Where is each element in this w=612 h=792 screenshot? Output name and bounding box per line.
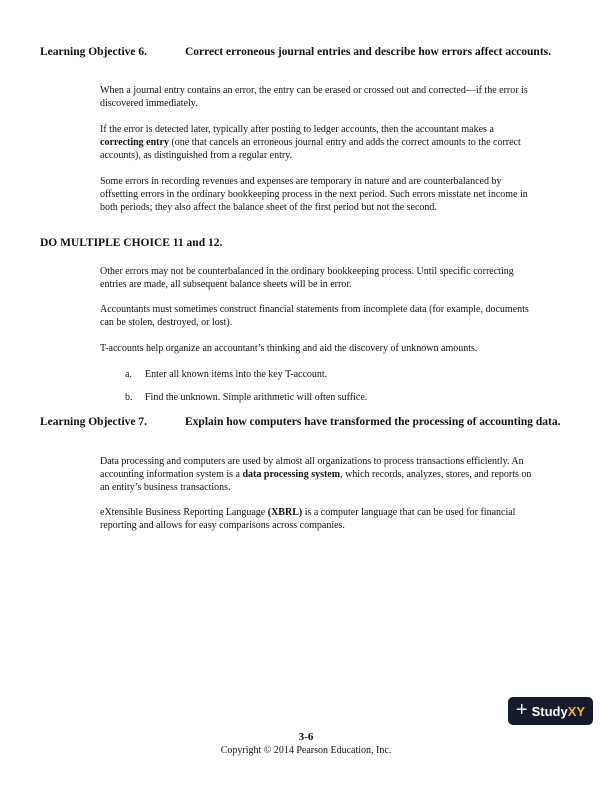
paragraph: When a journal entry contains an error, the entry can be erased or crossed out and corrected—if the error is discovered immediately. [100,85,528,109]
paragraph: If the error is detected later, typically after posting to ledger accounts, then the accountant makes a correcting entry (one that cancels an erroneous journal entry and adds the correct amounts to the correct accounts), as distinguished from a regular entry. [100,124,521,161]
brand-name: StudyXY [531,703,586,719]
objective-title: Explain how computers have transformed the processing of accounting data. [185,416,561,428]
objective-label: Learning Objective 7. [40,416,147,428]
objective-title: Correct erroneous journal entries and describe how errors affect accounts. [185,46,552,58]
paragraph: Other errors may not be counterbalanced in the ordinary bookkeeping process. Until specific correcting entries are made, all subsequent balance sheets will be in error. [100,266,514,290]
copyright: Copyright © 2014 Pearson Education, Inc. [220,745,392,756]
objective-label: Learning Objective 6. [40,46,147,58]
term-xbrl: (XBRL) [267,507,303,518]
list-marker: b. [125,392,133,403]
term-data-processing-system: data processing system [242,469,341,480]
page-number: 3-6 [298,731,314,743]
term-correcting-entry: correcting entry [100,137,169,148]
paragraph: Some errors in recording revenues and expenses are temporary in nature and are counterbalanced by offsetting errors in the ordinary bookkeeping process in the next period. Such errors misstate net income in both periods; they also affect the balance sheet of the first period but not the second. [100,176,528,213]
list-text: Find the unknown. Simple arithmetic will often suffice. [145,392,368,403]
paragraph: eXtensible Business Reporting Language (XBRL) is a computer language that can be used for financial reporting and allows for easy comparisons across companies. [100,507,516,531]
plus-icon: + [515,699,528,721]
list-marker: a. [125,369,132,380]
list-text: Enter all known items into the key T-account. [145,369,328,380]
section-heading: DO MULTIPLE CHOICE 11 and 12. [40,237,223,249]
paragraph: T-accounts help organize an accountant’s thinking and aid the discovery of unknown amounts. [100,343,478,354]
studyxy-badge[interactable] [508,697,593,725]
paragraph: Accountants must sometimes construct financial statements from incomplete data (for example, documents can be stolen, destroyed, or lost). [100,304,529,328]
paragraph: Data processing and computers are used by almost all organizations to process transactions efficiently. An accounting information system is a data processing system, which records, analyzes, stores, and reports on an entity’s business transactions. [100,456,532,493]
